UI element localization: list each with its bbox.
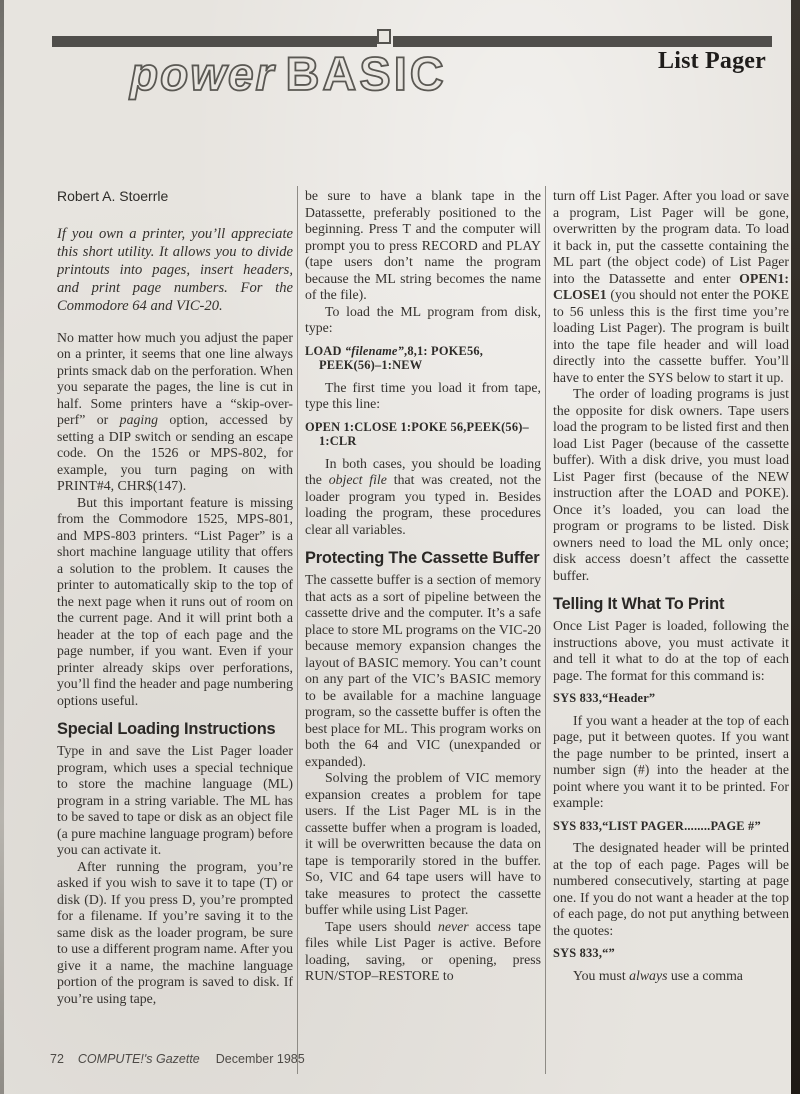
logo-basic-text: BASIC xyxy=(285,47,447,100)
paragraph-emphasis: always xyxy=(629,967,668,983)
paragraph-text: In both cases, you should be loading the xyxy=(305,455,541,488)
column-1 xyxy=(57,188,293,1060)
paragraph-text: (you should not enter the POKE to 56 unless this is the first time you’re loading List Pager). The program is built into the tape file header and will load directly into the cassette buffer. You’ll have to enter the SYS below to start it up. xyxy=(553,287,789,385)
power-basic-logo xyxy=(130,46,447,101)
article-body xyxy=(57,188,789,1060)
paragraph xyxy=(305,919,541,985)
footer-page-number: 72 xyxy=(50,1052,64,1066)
paragraph-bold: OPEN1: CLOSE1 xyxy=(553,270,789,302)
column-2 xyxy=(305,188,541,1060)
paragraph: The first time you load it from tape, type this line: xyxy=(305,379,541,412)
paragraph xyxy=(553,188,789,386)
paragraph-text: turn off List Pager. After you load or save a program, List Pager will be gone, overwritten by the program data. To load it back in, put the cassette containing the ML part (the object code) of List Pager into the Datassette and enter xyxy=(553,188,789,286)
paragraph: Type in and save the List Pager loader program, which uses a special technique to store the machine language (ML) program in a string variable. The ML has to be saved to tape or disk as an object file (a pure machine language program) before you can activate it. xyxy=(57,743,293,857)
paragraph-emphasis: paging xyxy=(119,412,158,427)
article-title: List Pager xyxy=(658,48,766,74)
page-edge-left xyxy=(0,0,4,1094)
code-line xyxy=(305,344,541,373)
paragraph: Once List Pager is loaded, following the instructions above, you must activate it and tell it what to do at the top of each page. The format for this command is: xyxy=(553,618,789,683)
paragraph-text: option, accessed by setting a DIP switch or sending an escape code. On the 1526 or MPS-802, for example, you turn paging on with PRINT#4, CHR$(147). xyxy=(57,412,293,493)
paragraph-text: No matter how much you adjust the paper on a printer, it seems that one line always prints smack dab on the perforation. When you separate the pages, the line is cut in half. Some printers have a “skip-over-perf” or xyxy=(57,329,293,427)
paragraph: The order of loading programs is just the opposite for disk owners. Tape users load the program to be listed first and then load List Pager (because of the cassette buffer). With a disk drive, you must load List Pager first (because of the NEW instruction after the LOAD and POKE). Once it’s loaded, you can load the program or programs to be listed. Disk owners need to load the ML only once; disk access doesn’t affect the cassette buffer. xyxy=(553,386,789,583)
paragraph xyxy=(553,968,789,985)
paragraph xyxy=(305,456,541,539)
code-text: ,8,1: POKE56, PEEK(56)–1:NEW xyxy=(319,343,484,373)
byline: Robert A. Stoerrle xyxy=(57,188,169,204)
paragraph-text: You must xyxy=(573,967,630,983)
code-line: SYS 833,“LIST PAGER........PAGE #” xyxy=(553,818,761,833)
paragraph-text: that was created, not the loader program you typed in. Besides loading the program, these procedures clear all variables. xyxy=(305,472,541,537)
code-line: OPEN 1:CLOSE 1:POKE 56,PEEK(56)–1:CLR xyxy=(305,419,529,449)
footer-magazine-title: COMPUTE!'s Gazette xyxy=(77,1052,200,1066)
paragraph: Solving the problem of VIC memory expansion creates a problem for tape users. If the List Pager ML is in the cassette buffer when a program is loaded, it will be overwritten because the data on tape is temporarily stored in the buffer. So, VIC and 64 tape users will have to take measures to protect the cassette buffer while using List Pager. xyxy=(305,770,541,918)
paragraph-text: use a comma xyxy=(667,967,743,983)
paragraph-emphasis: never xyxy=(437,918,469,934)
paragraph: The designated header will be printed at the top of each page. Pages will be numbered consecutively, starting at page one. If you do not want a header at the top of each page, do not put anything between the quotes: xyxy=(553,840,789,938)
code-emphasis: “filename” xyxy=(344,343,405,358)
page-footer xyxy=(50,1052,305,1066)
paragraph-text: access tape files while List Pager is active. Before loading, saving, or opening, press RUN/STOP–RESTORE to xyxy=(305,918,541,984)
paragraph: The cassette buffer is a section of memory that acts as a sort of pipeline between the cassette drive and the computer. It’s a safe place to store ML programs on the VIC-20 because memory expansion changes the layout of BASIC memory. You can’t count on any part of the VIC’s BASIC memory to be available for a machine language program, so the cassette buffer is often the best place for ML. This program works on both the 64 and VIC (unexpanded or expanded). xyxy=(305,572,541,769)
paragraph: After running the program, you’re asked if you wish to save it to tape (T) or disk (D). If you press D, you’re prompted for a filename. If you’re saving it to the same disk as the loader program, be sure to use a different program name. After you give it a name, the machine language portion of the program is saved to disk. If you’re using tape, xyxy=(57,858,293,1006)
paragraph-emphasis: object file xyxy=(328,472,387,488)
paragraph: To load the ML program from disk, type: xyxy=(305,303,541,335)
section-heading: Protecting The Cassette Buffer xyxy=(305,549,540,568)
paragraph: If you want a header at the top of each page, put it between quotes. If you want the page number to be printed, insert a number sign (#) into the header at the point where you want it to be printed. For example: xyxy=(553,712,789,811)
paragraph: But this important feature is missing from the Commodore 1525, MPS-801, and MPS-803 printers. “List Pager” is a short machine language utility that offers a solution to the problem. It causes the printer to automatically skip to the top of the next page when it runs out of room on the current page. And it will print both a header at the top of each page and the page number, if you want. Even if your printer already skips over perforations, you’ll find the header and page numbering options useful. xyxy=(57,494,293,708)
section-heading: Telling It What To Print xyxy=(553,595,725,613)
logo-power-text: power xyxy=(130,48,276,100)
page-edge-right xyxy=(791,0,800,1094)
code-line: SYS 833,“Header” xyxy=(553,691,656,705)
code-line: SYS 833,“” xyxy=(553,946,615,961)
code-text: LOAD xyxy=(305,343,345,358)
section-heading: Special Loading Instructions xyxy=(57,720,276,738)
column-3 xyxy=(553,188,789,1060)
lead-paragraph: If you own a printer, you’ll appreciate this short utility. It allows you to divide printouts into pages, insert headers, and print page numbers. For the Commodore 64 and VIC-20. xyxy=(57,225,293,314)
paragraph: be sure to have a blank tape in the Datassette, preferably positioned to the beginning. Press T and the computer will prompt you to press RECORD and PLAY (tape users don’t name the program because the ML string becomes the name of the file). xyxy=(305,188,541,302)
paragraph-text: Tape users should xyxy=(325,918,438,934)
footer-issue-date: December 1985 xyxy=(215,1052,305,1066)
paragraph xyxy=(57,330,293,495)
logo-i-dot xyxy=(377,29,391,44)
header-rule-right xyxy=(393,36,772,47)
